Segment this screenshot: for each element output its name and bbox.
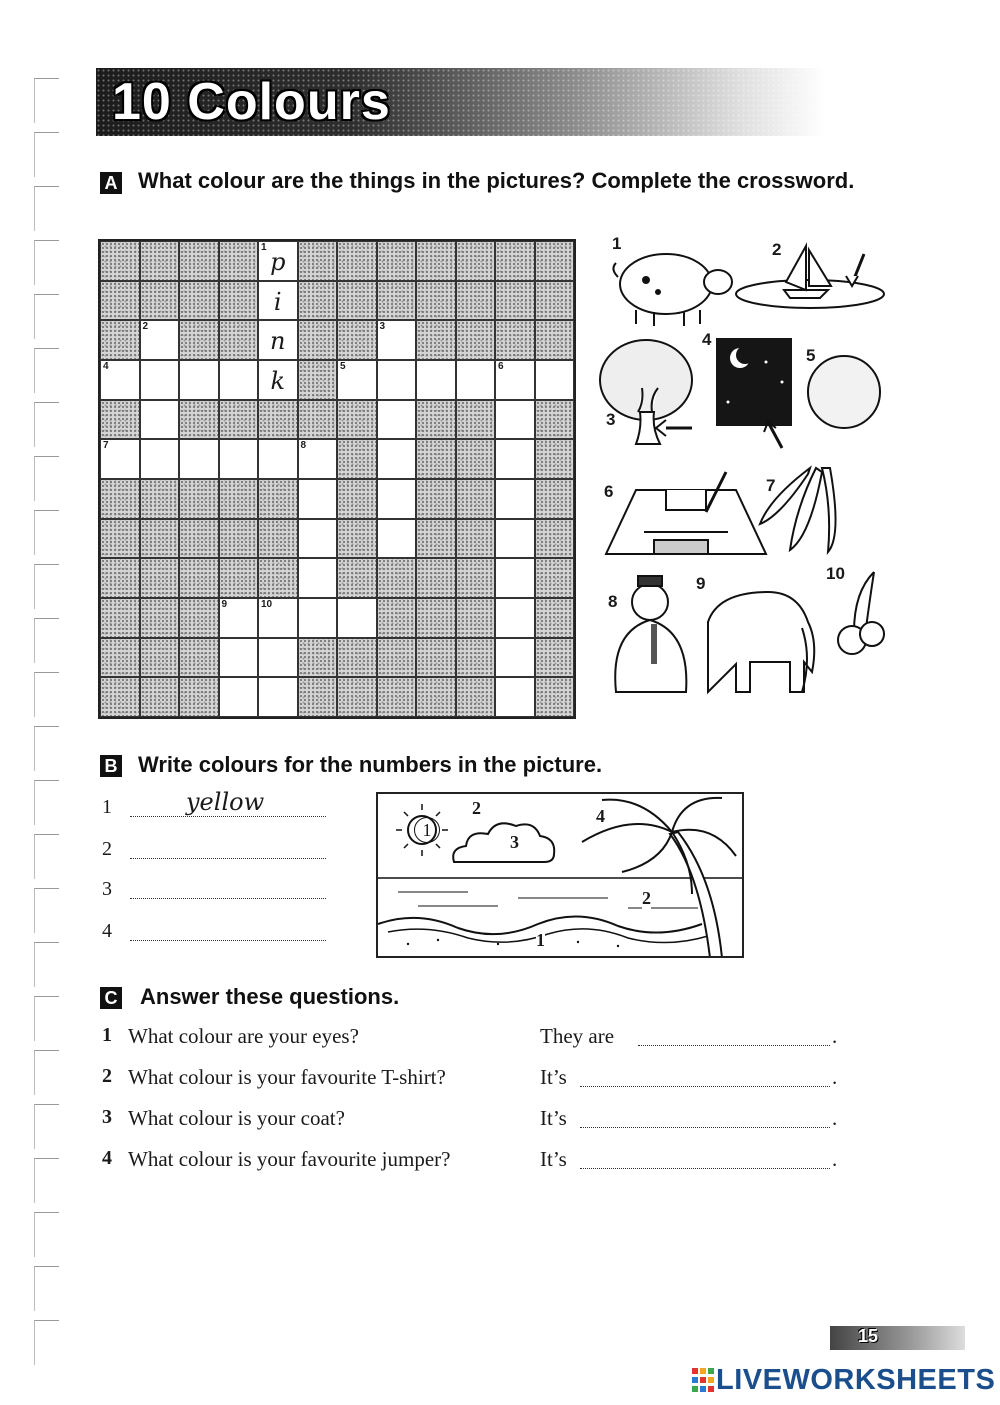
crossword-cell[interactable] [495, 439, 535, 479]
crossword-cell-blocked [456, 281, 496, 321]
picture-label-4: 4 [702, 330, 712, 349]
crossword-cell-blocked [140, 479, 180, 519]
crossword-cell-blocked [179, 320, 219, 360]
picture-label-3: 3 [606, 410, 616, 429]
crossword-cell-blocked [219, 519, 259, 559]
crossword-cell-blocked [377, 558, 417, 598]
crossword-cell[interactable] [258, 677, 298, 717]
crossword-cell[interactable] [495, 638, 535, 678]
crossword-cell-blocked [377, 281, 417, 321]
crossword-cell[interactable] [416, 360, 456, 400]
pig-picture [613, 254, 732, 326]
crossword-cell-blocked [298, 320, 338, 360]
question-number: 2 [102, 1065, 112, 1087]
crossword-cell[interactable] [140, 360, 180, 400]
crossword-cell-blocked [416, 677, 456, 717]
crossword-cell-blocked [456, 320, 496, 360]
clue-number: 4 [103, 361, 109, 372]
picture-label-1: 1 [612, 234, 622, 253]
crossword-pictures [596, 232, 896, 722]
answer-start: It’s [540, 1065, 567, 1089]
crossword-cell-blocked [219, 400, 259, 440]
football-pitch-picture [606, 472, 766, 554]
clue-number: 1 [261, 242, 267, 253]
crossword-cell[interactable] [219, 638, 259, 678]
section-b-answer-line[interactable] [130, 858, 326, 859]
crossword-cell-blocked [179, 677, 219, 717]
crossword-cell-blocked [416, 320, 456, 360]
crossword-cell-blocked [416, 400, 456, 440]
beach-picture [376, 792, 744, 958]
crossword-cell-blocked [140, 598, 180, 638]
crossword-cell-blocked [258, 479, 298, 519]
crossword-cell-blocked [337, 677, 377, 717]
liveworksheets-brand: LIVEWORKSHEETS [716, 1364, 996, 1396]
question-text: What colour are your eyes? [128, 1024, 359, 1048]
liveworksheets-logo-icon [692, 1368, 714, 1392]
crossword-cell[interactable] [377, 360, 417, 400]
crossword-cell-blocked [535, 677, 575, 717]
crossword-cell-blocked [337, 479, 377, 519]
crossword-cell-blocked [535, 558, 575, 598]
crossword-cell-blocked [535, 320, 575, 360]
crossword-grid [98, 239, 576, 719]
crossword-cell-blocked [495, 281, 535, 321]
crossword-cell[interactable] [219, 360, 259, 400]
beach-label-2-sea: 2 [642, 888, 651, 908]
crossword-cell-blocked [100, 598, 140, 638]
crossword-cell-blocked [219, 241, 259, 281]
crossword-cell-blocked [258, 400, 298, 440]
crossword-cell[interactable] [140, 439, 180, 479]
section-a-letter: A [100, 172, 122, 194]
section-b-letter: B [100, 755, 122, 777]
crossword-cell-blocked [140, 281, 180, 321]
section-b-number: 1 [102, 796, 112, 818]
crossword-cell-blocked [377, 241, 417, 281]
beach-label-3-cloud: 3 [510, 832, 519, 852]
crossword-cell-blocked [219, 558, 259, 598]
clue-number: 5 [340, 361, 346, 372]
crossword-cell-blocked [495, 241, 535, 281]
crossword-cell-blocked [416, 638, 456, 678]
crossword-cell[interactable] [258, 241, 298, 281]
question-text: What colour is your favourite jumper? [128, 1147, 451, 1171]
crossword-cell-blocked [219, 281, 259, 321]
crossword-cell-blocked [179, 519, 219, 559]
night-sky-picture [716, 338, 792, 448]
crossword-cell-blocked [377, 598, 417, 638]
crossword-cell-blocked [377, 638, 417, 678]
question-text: What colour is your favourite T-shirt? [128, 1065, 446, 1089]
clue-number: 7 [103, 440, 109, 452]
section-b-answer-line[interactable] [130, 816, 326, 817]
crossword-letter: n [270, 327, 286, 356]
crossword-cell[interactable] [258, 320, 298, 360]
crossword-cell-blocked [179, 479, 219, 519]
picture-label-2: 2 [772, 240, 782, 259]
crossword-cell-blocked [140, 241, 180, 281]
crossword-cell-blocked [140, 519, 180, 559]
crossword-cell-blocked [535, 479, 575, 519]
crossword-cell-blocked [416, 519, 456, 559]
crossword-cell-blocked [298, 400, 338, 440]
crossword-cell-blocked [337, 281, 377, 321]
beach-label-4-palm: 4 [596, 806, 605, 826]
section-b-answer-line[interactable] [130, 940, 326, 941]
crossword-cell[interactable] [258, 638, 298, 678]
beach-label-1-sand: 1 [536, 930, 545, 950]
crossword-cell[interactable] [258, 281, 298, 321]
crossword-cell[interactable] [100, 439, 140, 479]
crossword-cell-blocked [140, 677, 180, 717]
crossword-cell-blocked [179, 281, 219, 321]
crossword-cell[interactable] [377, 519, 417, 559]
crossword-cell[interactable] [258, 598, 298, 638]
crossword-cell-blocked [337, 638, 377, 678]
crossword-cell-blocked [456, 439, 496, 479]
crossword-cell-blocked [416, 558, 456, 598]
crossword-cell[interactable] [495, 400, 535, 440]
crossword-letter: i [273, 287, 282, 316]
crossword-cell-blocked [456, 598, 496, 638]
crossword-cell[interactable] [535, 360, 575, 400]
clue-number: 2 [142, 321, 149, 333]
crossword-cell[interactable] [179, 439, 219, 479]
picture-label-7: 7 [766, 476, 776, 495]
crossword-cell-blocked [416, 479, 456, 519]
crossword-cell-blocked [179, 241, 219, 281]
clue-number: 9 [221, 599, 228, 610]
section-b-number: 2 [102, 838, 112, 860]
crossword-cell-blocked [219, 320, 259, 360]
question-number: 3 [102, 1106, 112, 1128]
section-b-answer[interactable]: yellow [186, 788, 265, 816]
crossword-cell[interactable] [337, 360, 377, 400]
crossword-cell-blocked [456, 558, 496, 598]
crossword-cell[interactable] [298, 479, 338, 519]
crossword-cell[interactable] [140, 400, 180, 440]
crossword-cell-blocked [456, 479, 496, 519]
crossword-cell-blocked [416, 281, 456, 321]
crossword-cell-blocked [535, 400, 575, 440]
answer-start: They are [540, 1024, 615, 1048]
beach-label-2-sky: 2 [472, 798, 481, 818]
crossword-cell-blocked [100, 281, 140, 321]
crossword-cell-blocked [179, 598, 219, 638]
crossword-cell[interactable] [298, 598, 338, 638]
crossword-cell-blocked [140, 558, 180, 598]
crossword-cell[interactable] [495, 360, 535, 400]
boat-picture [736, 246, 884, 308]
crossword-letter: p [270, 248, 286, 276]
clue-number: 10 [261, 599, 273, 610]
crossword-cell-blocked [456, 519, 496, 559]
crossword-cell-blocked [456, 638, 496, 678]
crossword-cell[interactable] [219, 677, 259, 717]
crossword-cell[interactable] [377, 320, 417, 360]
crossword-cell-blocked [337, 439, 377, 479]
clue-number: 8 [300, 440, 307, 452]
crossword-cell-blocked [456, 677, 496, 717]
crossword-cell-blocked [337, 519, 377, 559]
crossword-cell-blocked [535, 638, 575, 678]
crossword-cell[interactable] [219, 598, 259, 638]
answer-start: It’s [540, 1147, 567, 1171]
section-c-instruction: Answer these questions. [140, 984, 400, 1009]
crossword-cell[interactable] [219, 439, 259, 479]
crossword-cell-blocked [100, 320, 140, 360]
page-number: 15 [858, 1326, 879, 1346]
crossword-cell-blocked [337, 400, 377, 440]
picture-label-10: 10 [826, 564, 845, 583]
answer-line[interactable] [580, 1086, 830, 1087]
crossword-cell-blocked [298, 241, 338, 281]
crossword-cell-blocked [298, 360, 338, 400]
section-b-instruction: Write colours for the numbers in the picture. [138, 752, 603, 777]
picture-label-8: 8 [608, 592, 618, 611]
section-b-answer-line[interactable] [130, 898, 326, 899]
beach-label-1-sun: 1 [414, 817, 440, 843]
crossword-cell[interactable] [258, 439, 298, 479]
section-c-letter: C [100, 987, 122, 1009]
picture-label-9: 9 [696, 574, 706, 593]
crossword-cell-blocked [219, 479, 259, 519]
orange-picture [808, 356, 880, 428]
crossword-cell-blocked [298, 677, 338, 717]
crossword-cell-blocked [298, 638, 338, 678]
crossword-cell[interactable] [495, 519, 535, 559]
crossword-cell-blocked [456, 241, 496, 281]
crossword-cell-blocked [100, 558, 140, 598]
answer-full-stop: . [832, 1024, 838, 1048]
snowman-picture [615, 576, 686, 692]
section-b-number: 3 [102, 878, 112, 900]
crossword-cell-blocked [298, 281, 338, 321]
answer-line[interactable] [580, 1168, 830, 1169]
crossword-cell[interactable] [377, 479, 417, 519]
crossword-cell-blocked [535, 598, 575, 638]
crossword-cell-blocked [337, 320, 377, 360]
answer-full-stop: . [832, 1065, 838, 1089]
crossword-cell[interactable] [495, 558, 535, 598]
crossword-cell[interactable] [495, 598, 535, 638]
crossword-cell-blocked [535, 281, 575, 321]
crossword-cell-blocked [100, 677, 140, 717]
question-number: 1 [102, 1024, 112, 1046]
elephant-picture [708, 592, 814, 692]
crossword-cell-blocked [100, 519, 140, 559]
picture-label-6: 6 [604, 482, 614, 501]
crossword-cell-blocked [258, 519, 298, 559]
section-b-number: 4 [102, 920, 112, 942]
crossword-cell[interactable] [100, 360, 140, 400]
crossword-cell[interactable] [377, 439, 417, 479]
crossword-cell-blocked [535, 519, 575, 559]
crossword-cell-blocked [337, 241, 377, 281]
crossword-cell[interactable] [456, 360, 496, 400]
page-title: 10 Colours [112, 73, 391, 131]
crossword-cell-blocked [258, 558, 298, 598]
crossword-cell-blocked [179, 400, 219, 440]
crossword-cell-blocked [100, 638, 140, 678]
crossword-cell-blocked [100, 400, 140, 440]
answer-full-stop: . [832, 1106, 838, 1130]
question-text: What colour is your coat? [128, 1106, 345, 1130]
crossword-cell-blocked [100, 241, 140, 281]
picture-label-5: 5 [806, 346, 816, 365]
crossword-cell[interactable] [140, 320, 180, 360]
crossword-cell[interactable] [377, 400, 417, 440]
answer-full-stop: . [832, 1147, 838, 1171]
answer-line[interactable] [580, 1127, 830, 1128]
crossword-cell-blocked [179, 558, 219, 598]
crossword-cell[interactable] [495, 479, 535, 519]
crossword-cell-blocked [535, 241, 575, 281]
crossword-cell-blocked [100, 479, 140, 519]
crossword-cell[interactable] [298, 519, 338, 559]
crossword-cell[interactable] [337, 598, 377, 638]
crossword-cell-blocked [416, 598, 456, 638]
crossword-cell-blocked [416, 439, 456, 479]
clue-number: 6 [498, 361, 504, 372]
crossword-cell-blocked [337, 558, 377, 598]
question-number: 4 [102, 1147, 112, 1169]
crossword-cell-blocked [456, 400, 496, 440]
crossword-cell-blocked [535, 439, 575, 479]
crossword-cell[interactable] [298, 558, 338, 598]
crossword-cell-blocked [179, 638, 219, 678]
crossword-cell-blocked [416, 241, 456, 281]
clue-number: 3 [379, 321, 386, 333]
crossword-cell-blocked [495, 320, 535, 360]
crossword-cell[interactable] [179, 360, 219, 400]
crossword-cell[interactable] [298, 439, 338, 479]
crossword-cell[interactable] [258, 360, 298, 400]
cherries-picture [838, 572, 884, 654]
section-a-instruction: What colour are the things in the pictures? Complete the crossword. [138, 168, 855, 193]
answer-start: It’s [540, 1106, 567, 1130]
crossword-cell[interactable] [495, 677, 535, 717]
crossword-cell-blocked [140, 638, 180, 678]
crossword-letter: k [270, 367, 286, 395]
crossword-cell-blocked [377, 677, 417, 717]
page-number-band [830, 1326, 965, 1350]
answer-line[interactable] [638, 1045, 830, 1046]
